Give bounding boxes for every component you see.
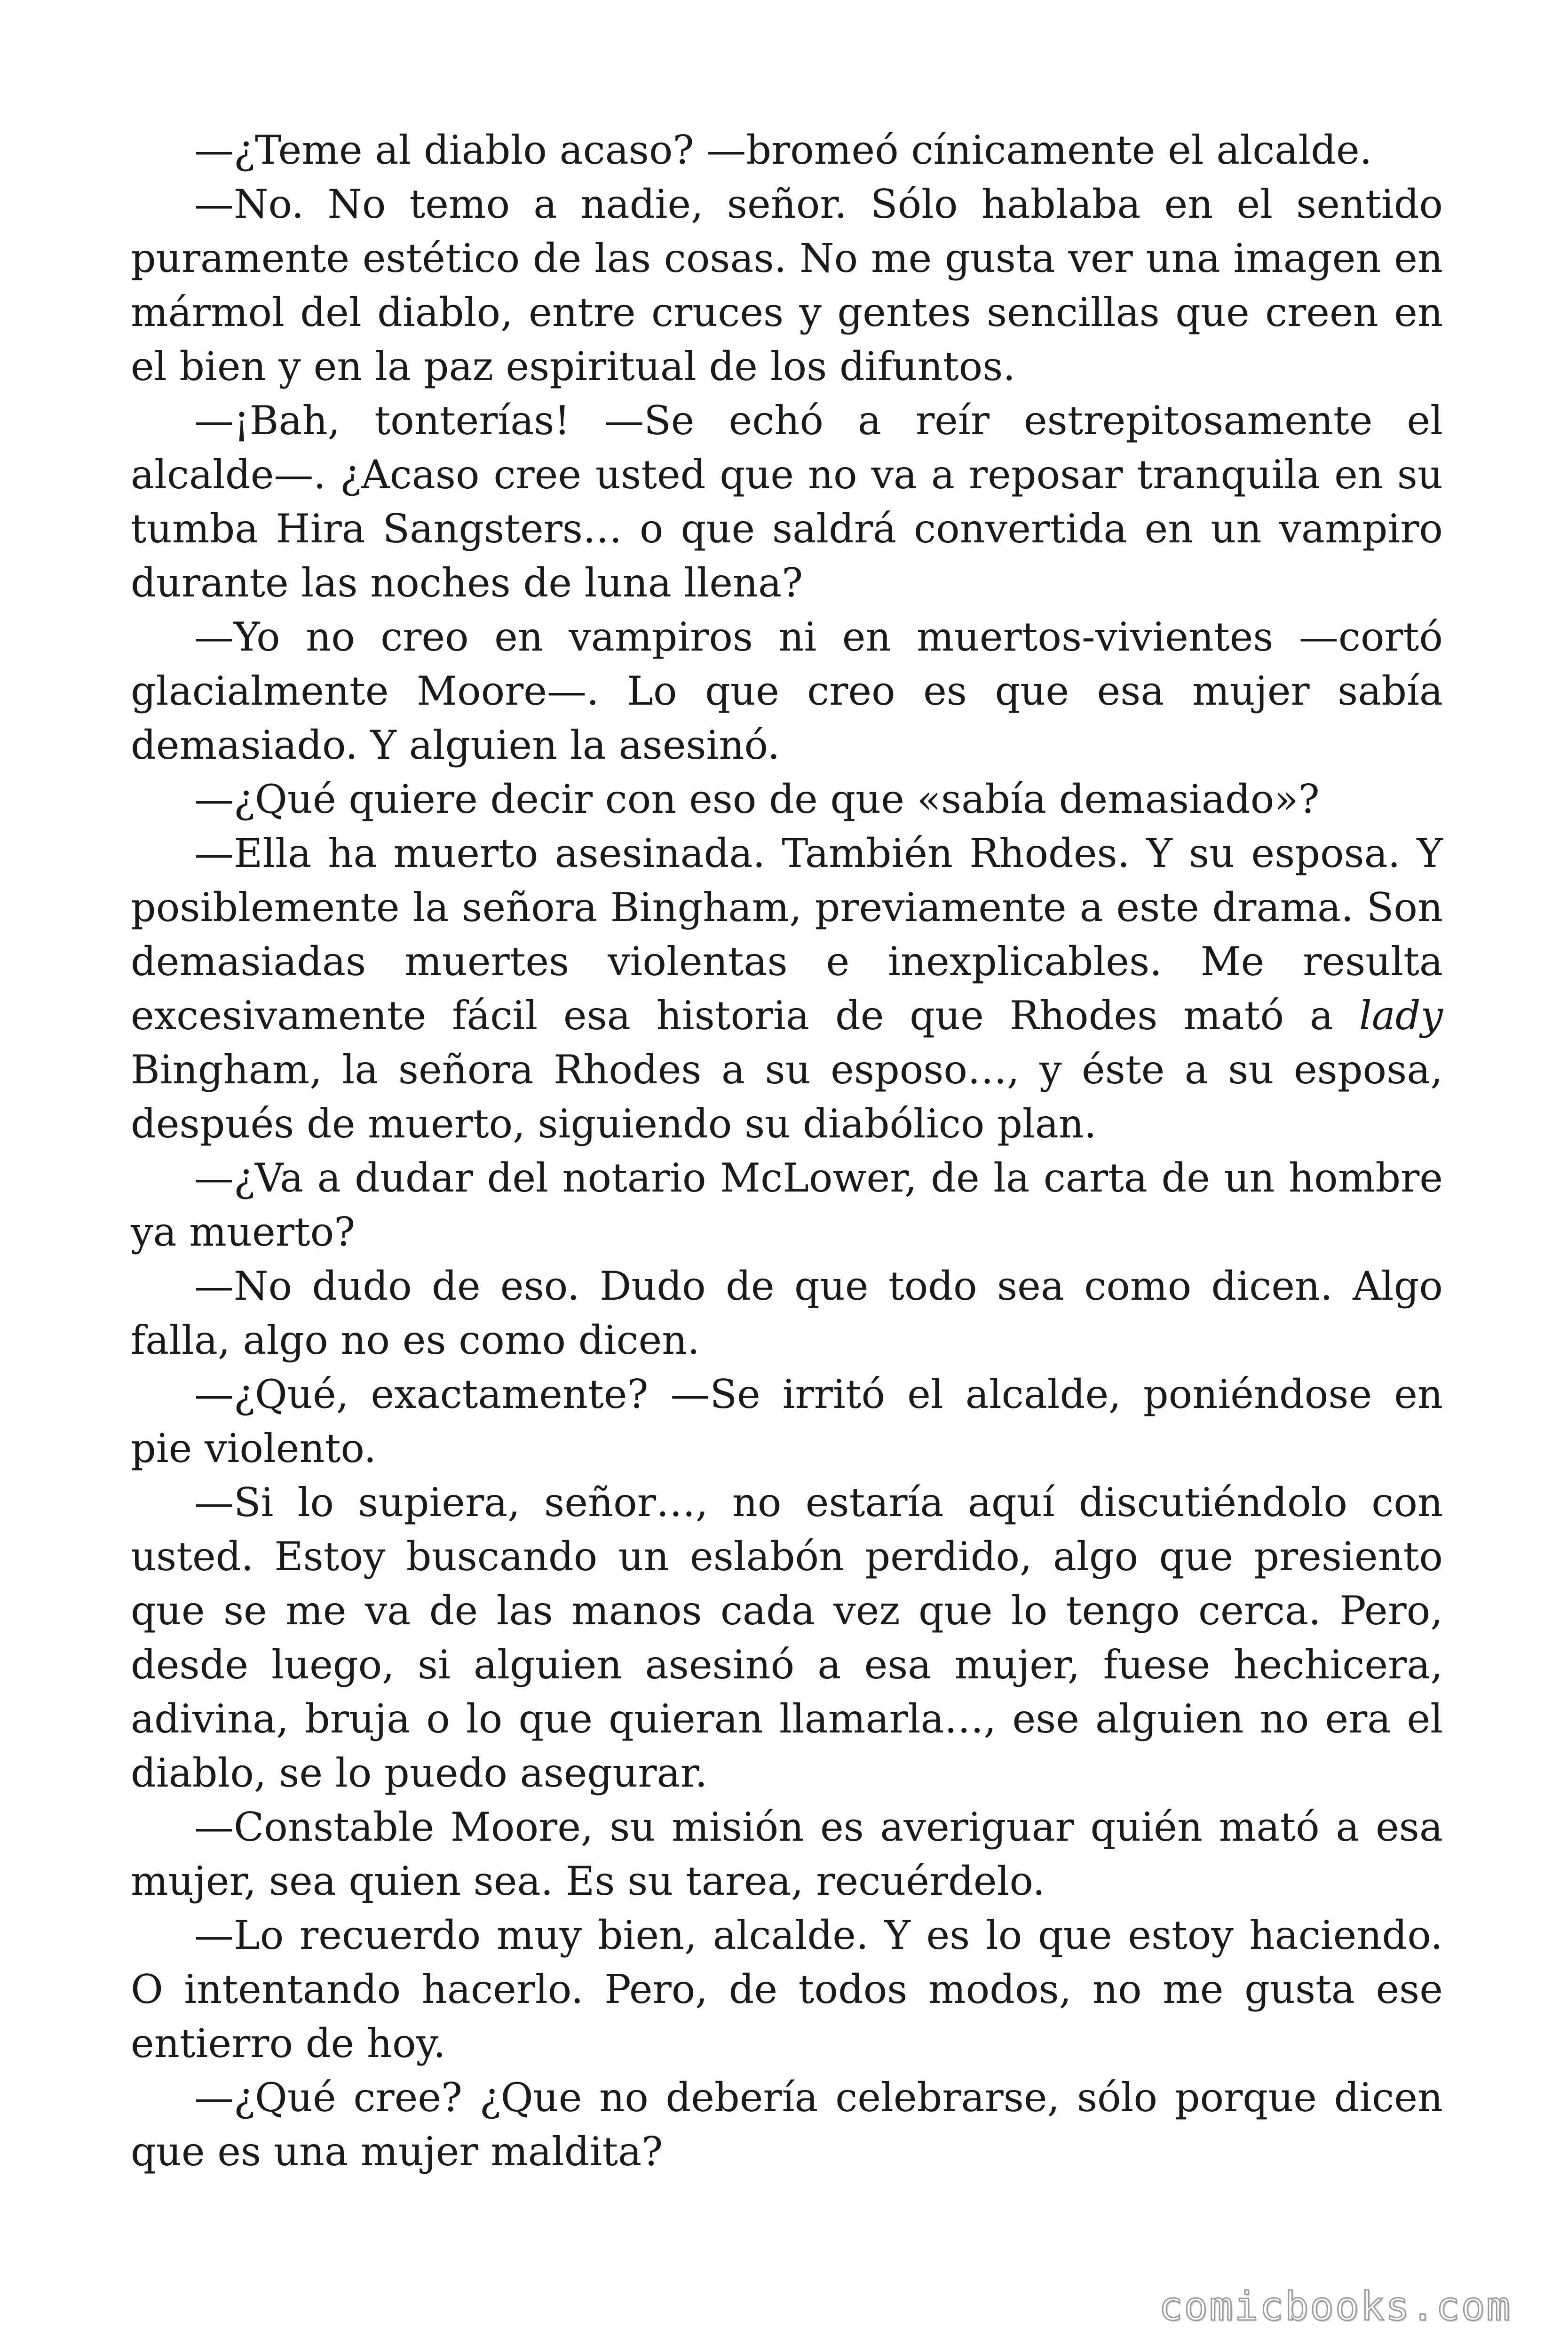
paragraph [131,123,1443,177]
watermark: comicbooks.com [1158,2283,1512,2329]
paragraph [131,1259,1443,1367]
paragraph-text: —¿Teme al diablo acaso? —bromeó cínicamente el alcalde. [194,127,1372,173]
paragraph-text: —Constable Moore, su misión es averiguar quién mató a esa mujer, sea quien sea. Es su tarea, recuérdelo. [131,1804,1443,1904]
paragraph-text: —No dudo de eso. Dudo de que todo sea como dicen. Algo falla, algo no es como dicen. [131,1263,1443,1363]
paragraph-text: —Yo no creo en vampiros ni en muertos-vivientes —cortó glacialmente Moore—. Lo que creo es que esa mujer sabía demasiado. Y alguien la asesinó. [131,614,1443,768]
paragraph-text: Bingham, la señora Rhodes a su esposo…, y éste a su esposa, después de muerto, siguiendo su diabólico plan. [131,1047,1443,1147]
paragraph [131,610,1443,772]
paragraph [131,177,1443,394]
paragraph-text: —¿Qué, exactamente? —Se irritó el alcalde, poniéndose en pie violento. [131,1371,1443,1471]
italic-text: lady [1359,993,1443,1039]
paragraph [131,826,1443,1151]
paragraph-text: —¿Va a dudar del notario McLower, de la carta de un hombre ya muerto? [131,1155,1443,1255]
paragraph-text: —Ella ha muerto asesinada. También Rhodes. Y su esposa. Y posiblemente la señora Bingham, previamente a este drama. Son demasiadas muertes violentas e inexplicables. Me resulta excesivamente fácil esa historia de que Rhodes mató a [131,830,1443,1039]
paragraph-text: —¡Bah, tonterías! —Se echó a reír estrepitosamente el alcalde—. ¿Acaso cree usted que no va a reposar tranquila en su tumba Hira Sangsters… o que saldrá convertida en un vampiro durante las noches de luna llena? [131,397,1443,606]
paragraph [131,394,1443,610]
paragraph [131,1367,1443,1476]
paragraph [131,2071,1443,2179]
paragraph-text: —¿Qué quiere decir con eso de que «sabía demasiado»? [194,776,1320,822]
paragraph [131,772,1443,826]
paragraph [131,1151,1443,1259]
paragraph [131,1476,1443,1800]
body-text [131,123,1443,2179]
paragraph-text: —No. No temo a nadie, señor. Sólo hablaba en el sentido puramente estético de las cosas. No me gusta ver una imagen en mármol del diablo, entre cruces y gentes sencillas que creen en el bien y en la paz espiritual de los difuntos. [131,181,1443,389]
paragraph [131,1800,1443,1908]
paragraph-text: —Si lo supiera, señor…, no estaría aquí discutiéndolo con usted. Estoy buscando un eslabón perdido, algo que presiento que se me va de las manos cada vez que lo tengo cerca. Pero, desde luego, si alguien asesinó a esa mujer, fuese hechicera, adivina, bruja o lo que quieran llamarla…, ese alguien no era el diablo, se lo puedo asegurar. [131,1479,1443,1796]
paragraph [131,1908,1443,2071]
paragraph-text: —¿Qué cree? ¿Que no debería celebrarse, sólo porque dicen que es una mujer maldita? [131,2074,1443,2175]
paragraph-text: —Lo recuerdo muy bien, alcalde. Y es lo que estoy haciendo. O intentando hacerlo. Pero, de todos modos, no me gusta ese entierro de hoy. [131,1912,1443,2066]
